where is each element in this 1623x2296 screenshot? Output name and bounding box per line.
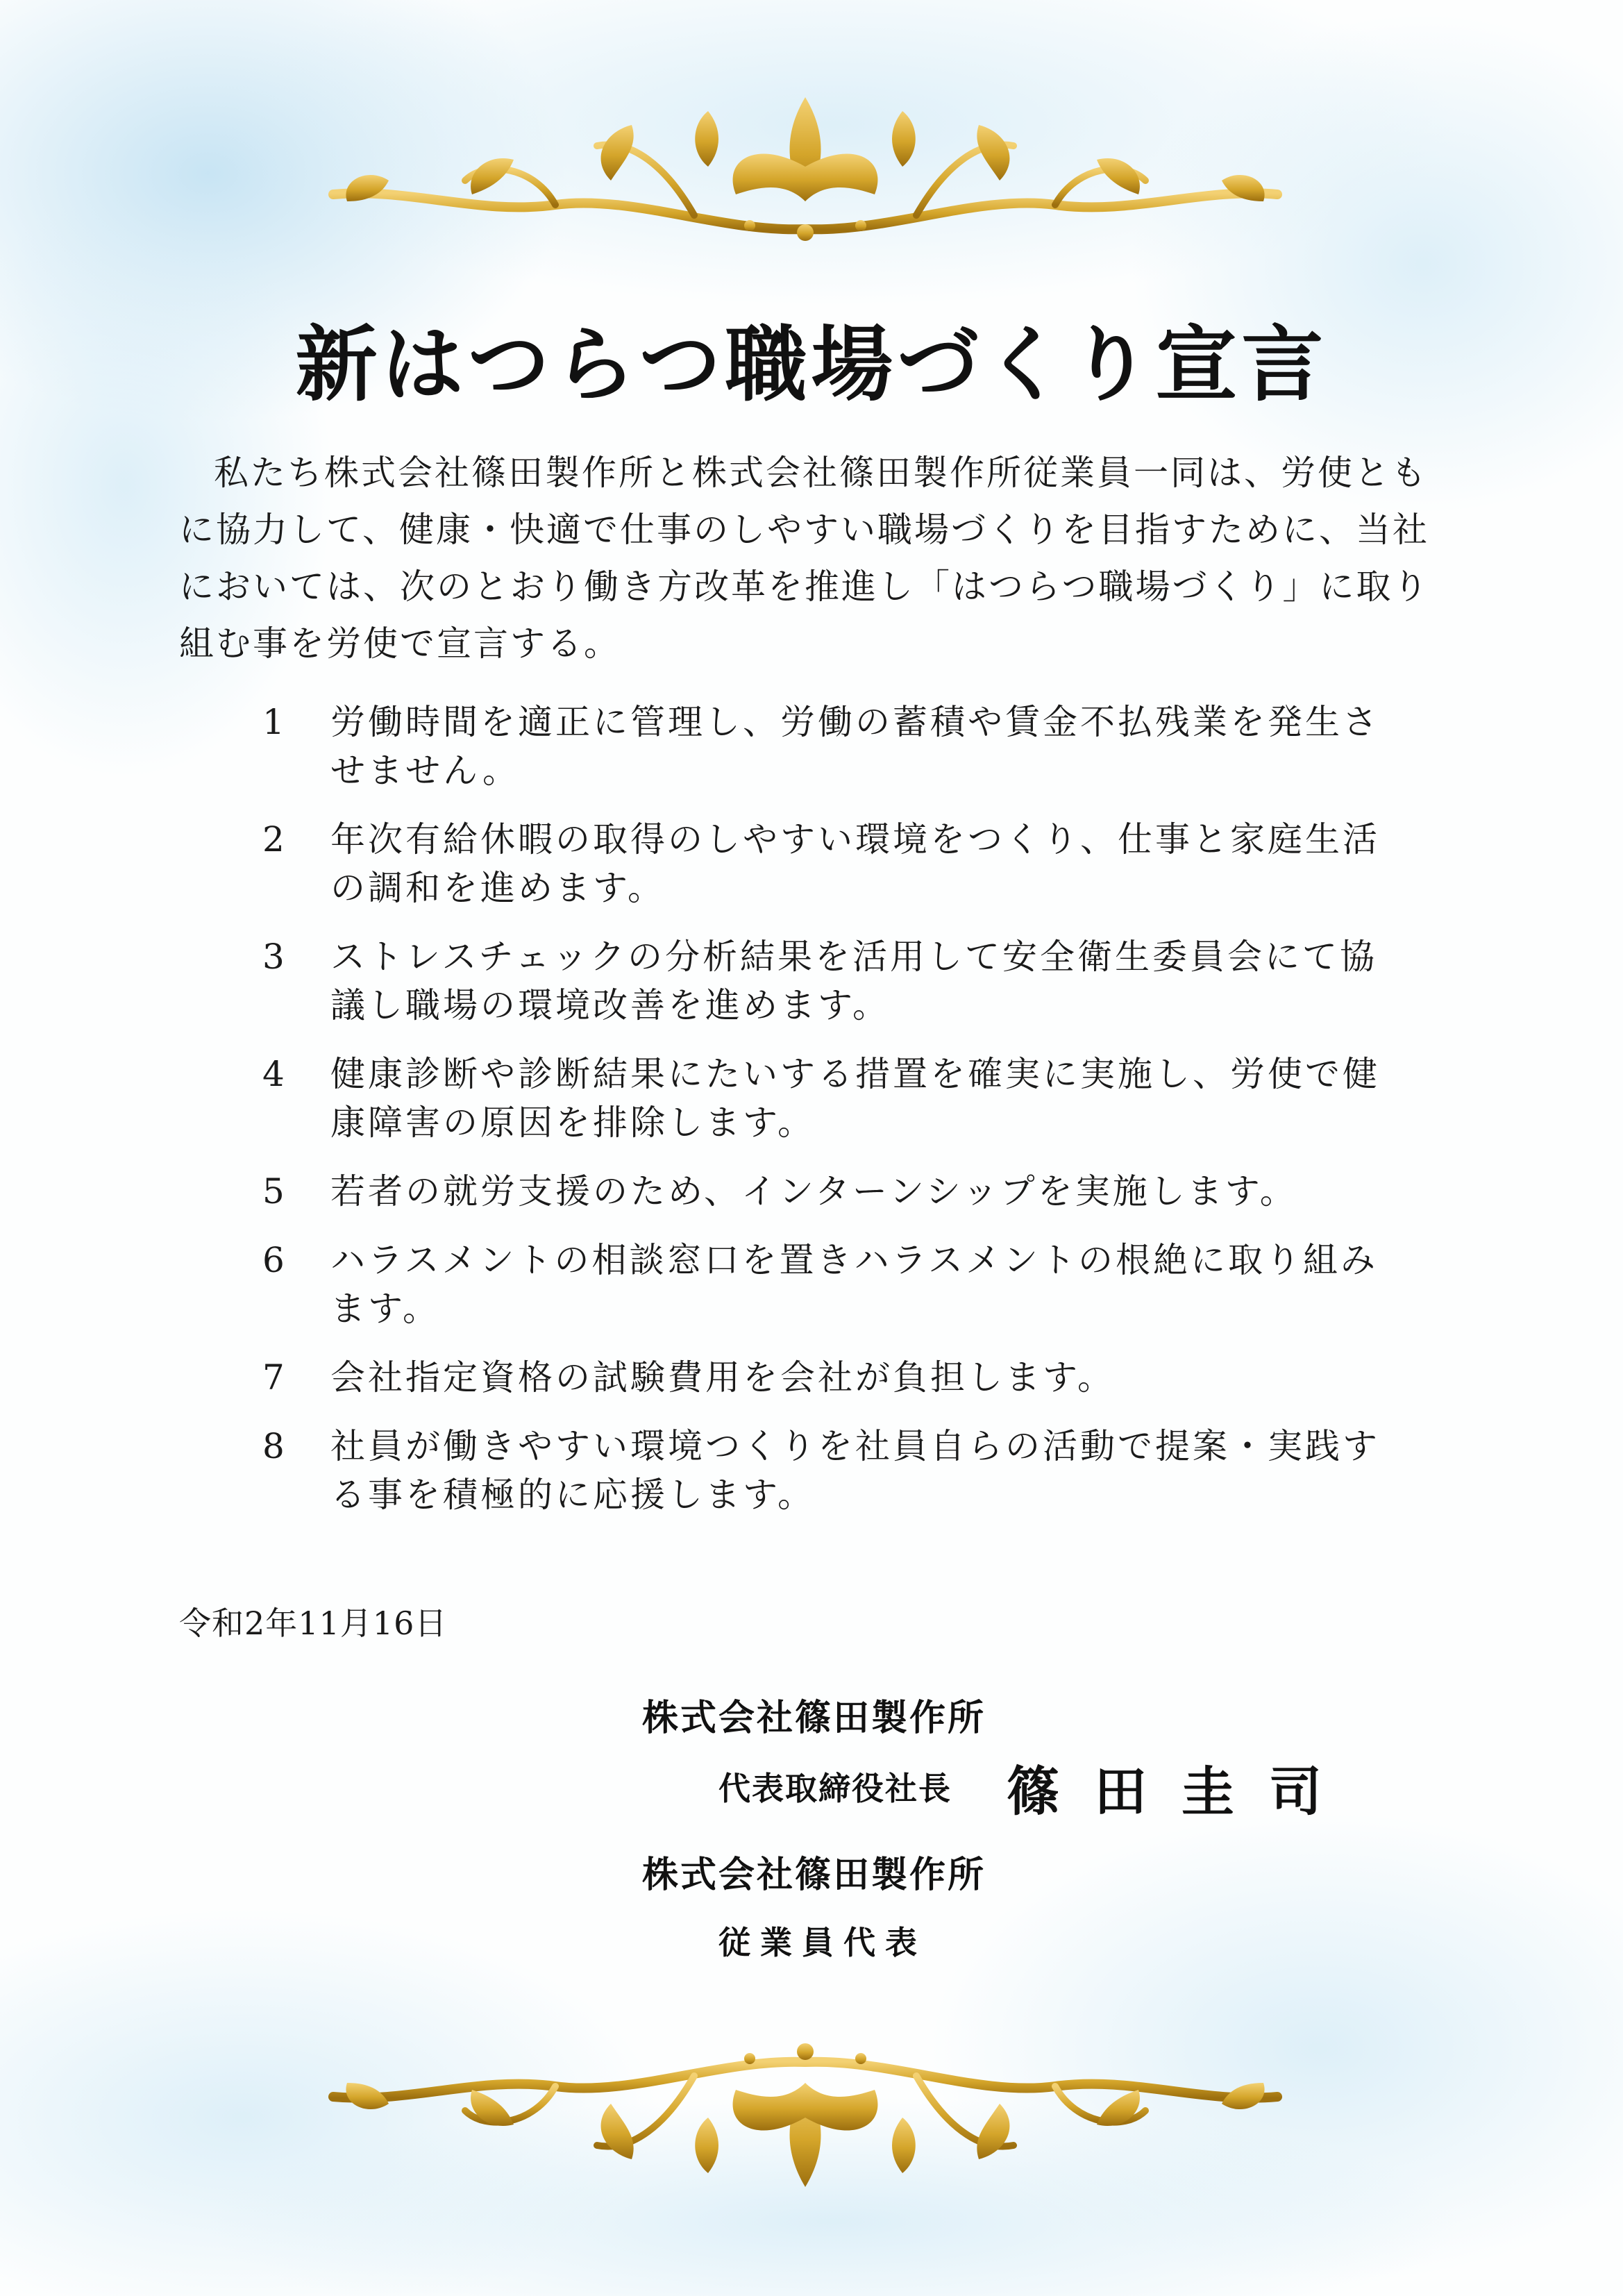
item-number: 6 [262, 1240, 287, 1280]
list-item [257, 815, 1381, 912]
item-text: 年次有給休暇の取得のしやすい環境をつくり、仕事と家庭生活の調和を進めます。 [330, 819, 1380, 908]
item-number: 5 [262, 1171, 287, 1212]
item-text: ハラスメントの相談窓口を置きハラスメントの根絶に取り組みます。 [330, 1240, 1378, 1329]
item-text: 健康診断や診断結果にたいする措置を確実に実施し、労使で健康障害の原因を排除します。 [330, 1054, 1380, 1143]
item-number: 4 [262, 1054, 287, 1094]
intro-paragraph: 私たち株式会社篠田製作所と株式会社篠田製作所従業員一同は、労使ともに協力して、健康・快適で仕事のしやすい職場づくりを目指すために、当社においては、次のとおり働き方改革を推進し「はつらつ職場づくり」に取り組む事を労使で宣言する。 [179, 453, 1430, 664]
item-text: 会社指定資格の試験費用を会社が負担します。 [330, 1357, 1115, 1398]
list-item [257, 1050, 1381, 1147]
gold-flourish-top [305, 83, 1305, 264]
item-text: ストレスチェックの分析結果を活用して安全衛生委員会にて協議し職場の環境改善を進めます。 [330, 937, 1377, 1025]
gold-flourish-bottom [305, 2020, 1305, 2201]
item-number: 2 [262, 819, 287, 860]
list-item [257, 1353, 1381, 1402]
list-item [257, 698, 1381, 795]
list-item [257, 1236, 1381, 1333]
declaration-date: 令和2年11月16日 [179, 1604, 448, 1642]
item-number: 7 [262, 1357, 287, 1398]
item-text: 社員が働きやすい環境つくりを社員自らの活動で提案・実践する事を積極的に応援します。 [330, 1426, 1380, 1515]
item-number: 3 [262, 937, 287, 977]
company-name-1: 株式会社篠田製作所 [642, 1697, 986, 1739]
list-item [257, 1167, 1381, 1216]
declaration-items [257, 698, 1381, 1539]
company-name-2: 株式会社篠田製作所 [642, 1854, 986, 1896]
employee-representative-title: 従業員代表 [718, 1924, 927, 1961]
item-number: 8 [262, 1426, 287, 1466]
declaration-title: 新はつらつ職場づくり宣言 [295, 316, 1328, 412]
item-text: 若者の就労支援のため、インターンシップを実施します。 [330, 1171, 1297, 1212]
item-text: 労働時間を適正に管理し、労働の蓄積や賃金不払残業を発生させません。 [330, 702, 1380, 791]
list-item [257, 1422, 1381, 1519]
representative-title: 代表取締役社長 [718, 1770, 952, 1807]
representative-name: 篠田圭司 [1007, 1761, 1356, 1822]
list-item [257, 932, 1381, 1030]
item-number: 1 [262, 702, 287, 742]
